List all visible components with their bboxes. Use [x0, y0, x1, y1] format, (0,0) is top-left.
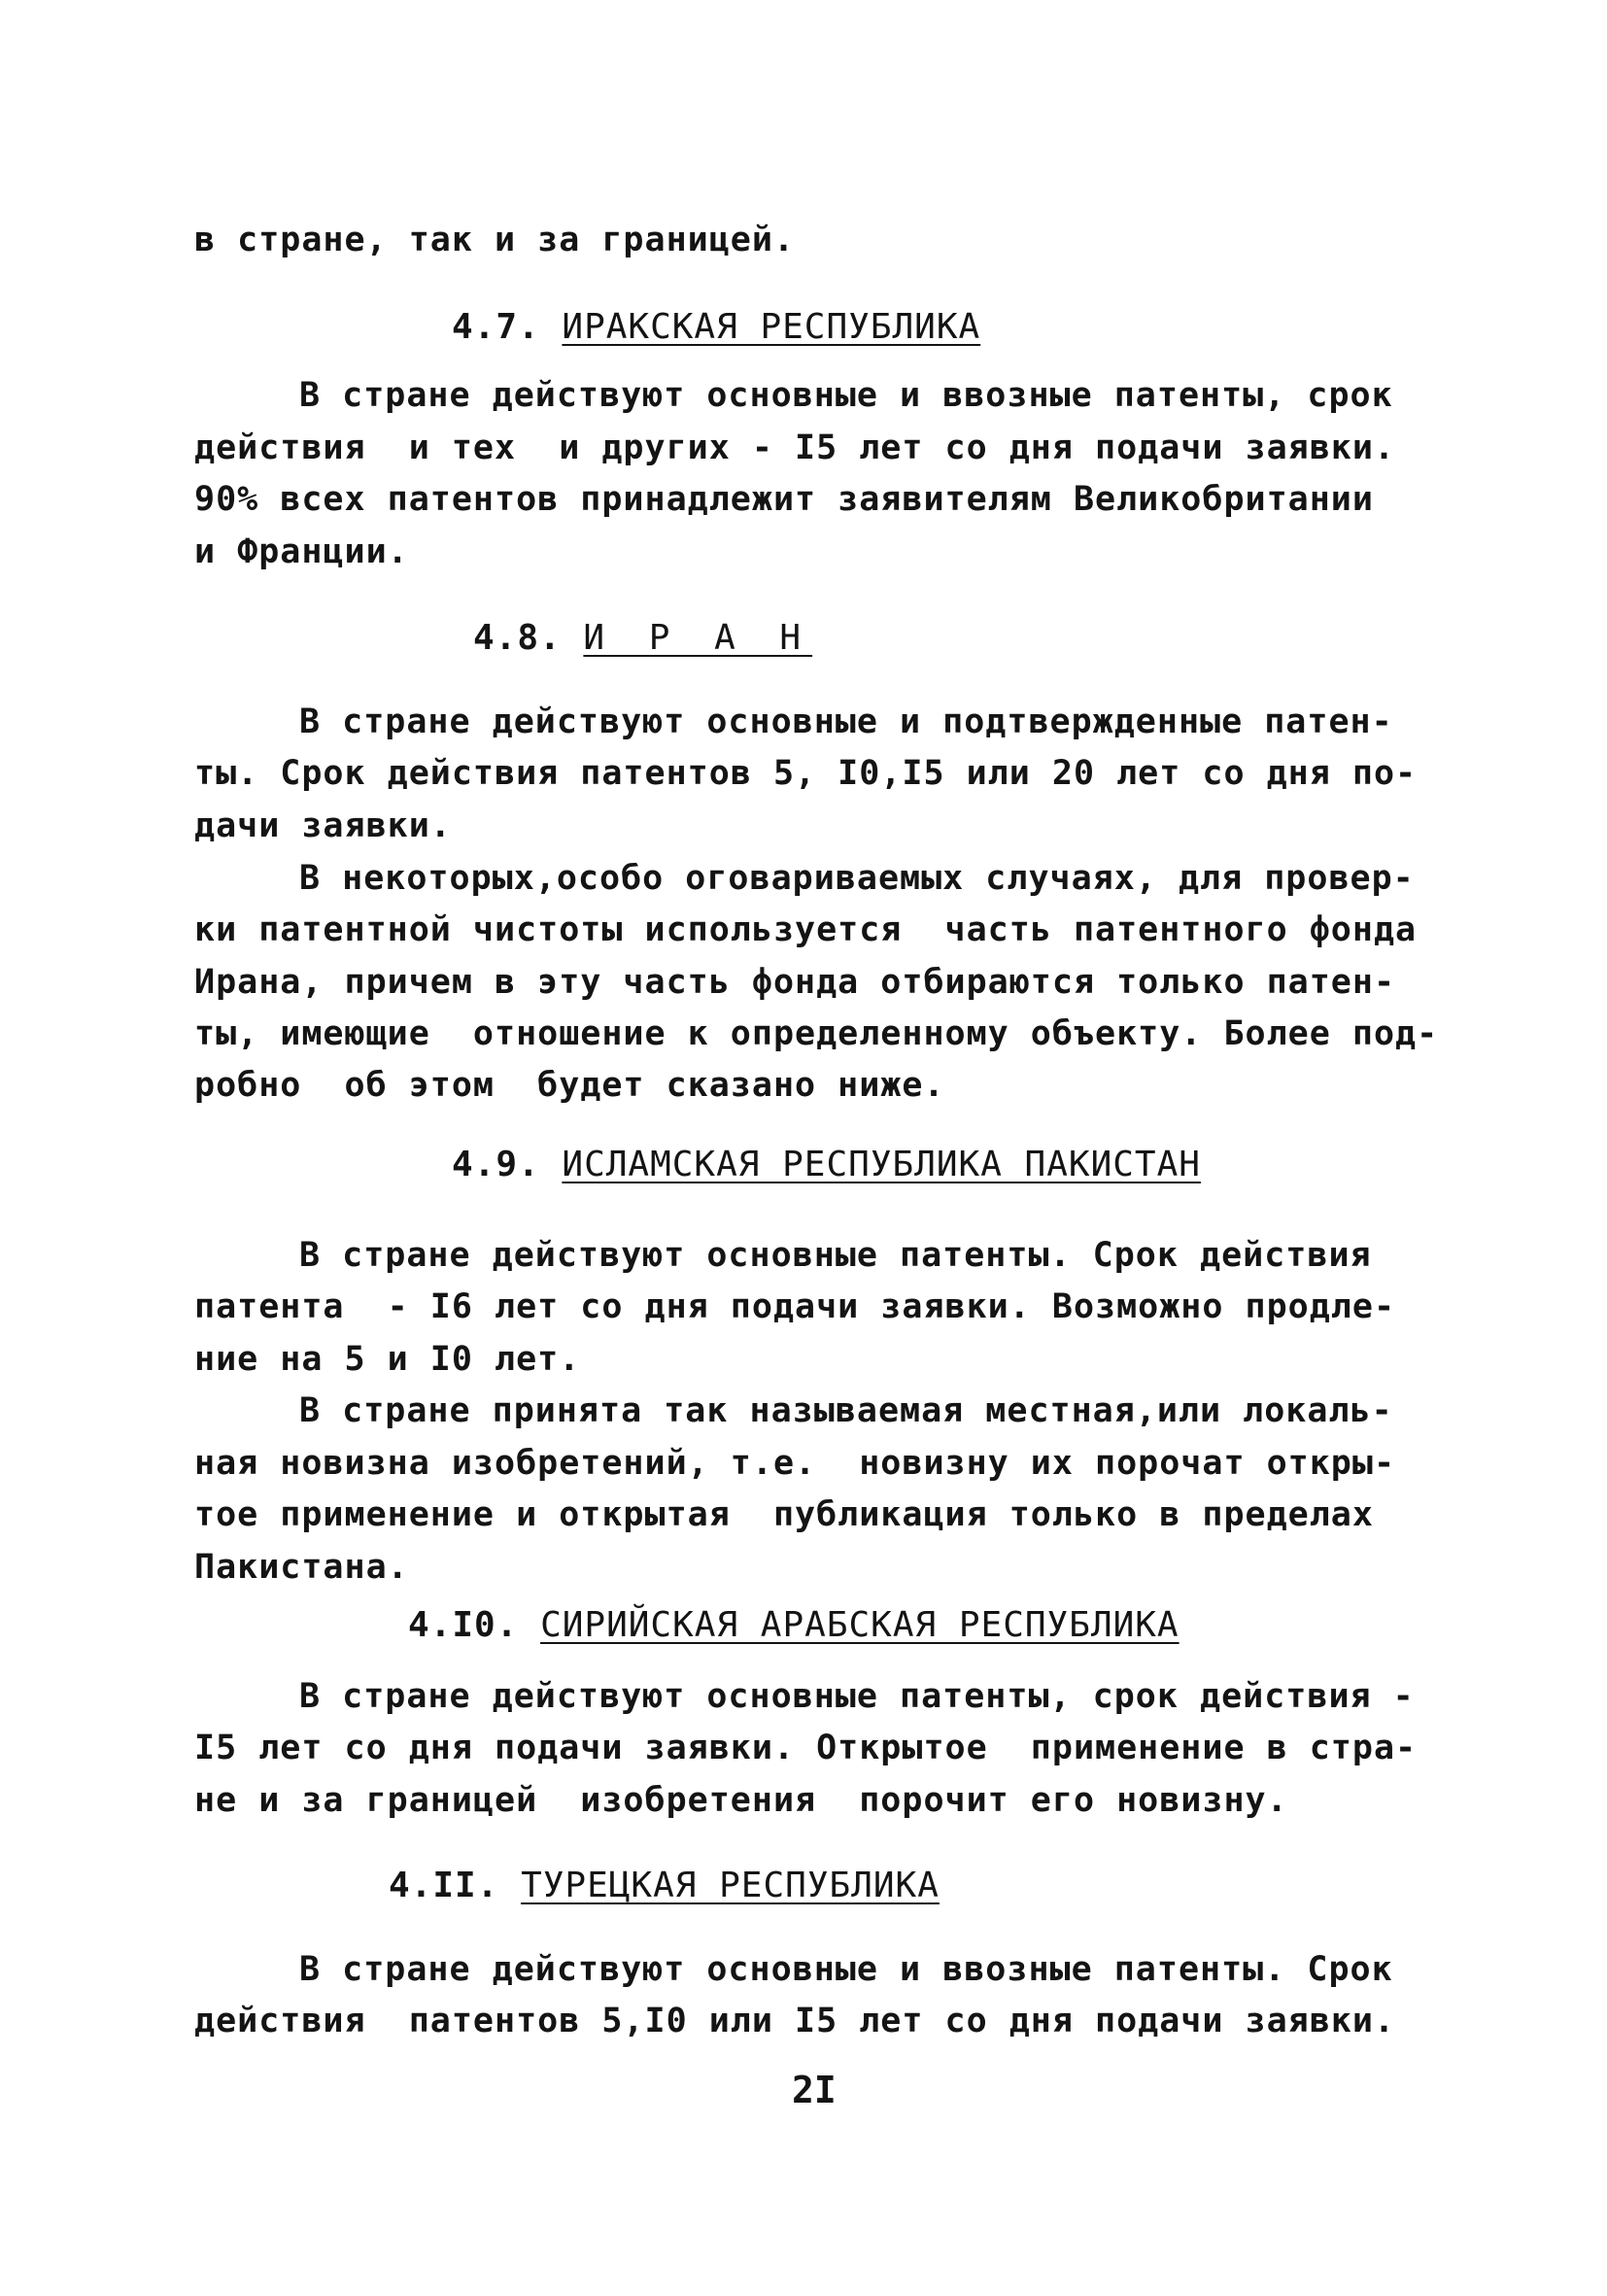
section-title: ИРАКСКАЯ РЕСПУБЛИКА — [562, 307, 981, 347]
paragraph-line: ты, имеющие отношение к определенному объекту. Более под- — [194, 1014, 1439, 1053]
paragraph-line: и Франции. — [194, 532, 409, 571]
section-heading-4-7 — [452, 307, 980, 348]
section-number: 4.7. — [452, 307, 540, 347]
paragraph-line: В некоторых,особо оговариваемых случаях, для провер- — [299, 859, 1415, 898]
paragraph-line: В стране принята так называемая местная,или локаль- — [299, 1391, 1393, 1430]
section-title: СИРИЙСКАЯ АРАБСКАЯ РЕСПУБЛИКА — [540, 1605, 1180, 1645]
section-number: 4.I0. — [408, 1605, 519, 1645]
section-number: 4.II. — [389, 1866, 499, 1905]
section-title: ТУРЕЦКАЯ РЕСПУБЛИКА — [521, 1866, 940, 1905]
section-heading-4-8 — [473, 618, 812, 659]
paragraph-line: ки патентной чистоты используется часть патентного фонда — [194, 910, 1418, 949]
paragraph-line: В стране действуют основные и ввозные патенты. Срок — [299, 1950, 1393, 1989]
paragraph-line: В стране действуют основные патенты. Срок действия — [299, 1236, 1372, 1275]
paragraph-line: дачи заявки. — [194, 806, 452, 845]
paragraph-line: робно об этом будет сказано ниже. — [194, 1066, 945, 1105]
page-number: 2I — [792, 2069, 837, 2111]
paragraph-line: В стране действуют основные патенты, срок действия - — [299, 1677, 1415, 1716]
paragraph-line: В стране действуют основные и подтвержденные патен- — [299, 703, 1393, 741]
section-title: ИСЛАМСКАЯ РЕСПУБЛИКА ПАКИСТАН — [562, 1145, 1201, 1184]
paragraph-line: действия патентов 5,I0 или I5 лет со дня подачи заявки. — [194, 2002, 1396, 2040]
paragraph-line: I5 лет со дня подачи заявки. Открытое применение в стра- — [194, 1729, 1418, 1767]
paragraph-line: Пакистана. — [194, 1548, 409, 1587]
paragraph-line: ние на 5 и I0 лет. — [194, 1340, 581, 1379]
section-heading-4-9 — [452, 1145, 1201, 1185]
section-number: 4.9. — [452, 1145, 540, 1184]
paragraph-line: ная новизна изобретений, т.е. новизну их порочат откры- — [194, 1444, 1396, 1483]
section-heading-4-11 — [389, 1866, 940, 1906]
section-title: И Р А Н — [583, 618, 813, 658]
section-heading-4-10 — [408, 1605, 1180, 1646]
paragraph-line: ты. Срок действия патентов 5, I0,I5 или 20 лет со дня по- — [194, 754, 1418, 793]
paragraph-line: 90% всех патентов принадлежит заявителям Великобритании — [194, 480, 1374, 519]
paragraph-line: патента - I6 лет со дня подачи заявки. Возможно продле- — [194, 1287, 1396, 1326]
paragraph-line: действия и тех и других - I5 лет со дня подачи заявки. — [194, 428, 1396, 467]
paragraph-line: В стране действуют основные и ввозные патенты, срок — [299, 376, 1393, 415]
paragraph-line: тое применение и открытая публикация только в пределах — [194, 1495, 1374, 1534]
intro-line: в стране, так и за границей. — [194, 221, 796, 259]
section-number: 4.8. — [473, 618, 562, 658]
paragraph-line: Ирана, причем в эту часть фонда отбираются только патен- — [194, 963, 1396, 1002]
paragraph-line: не и за границей изобретения порочит его новизну. — [194, 1781, 1288, 1820]
